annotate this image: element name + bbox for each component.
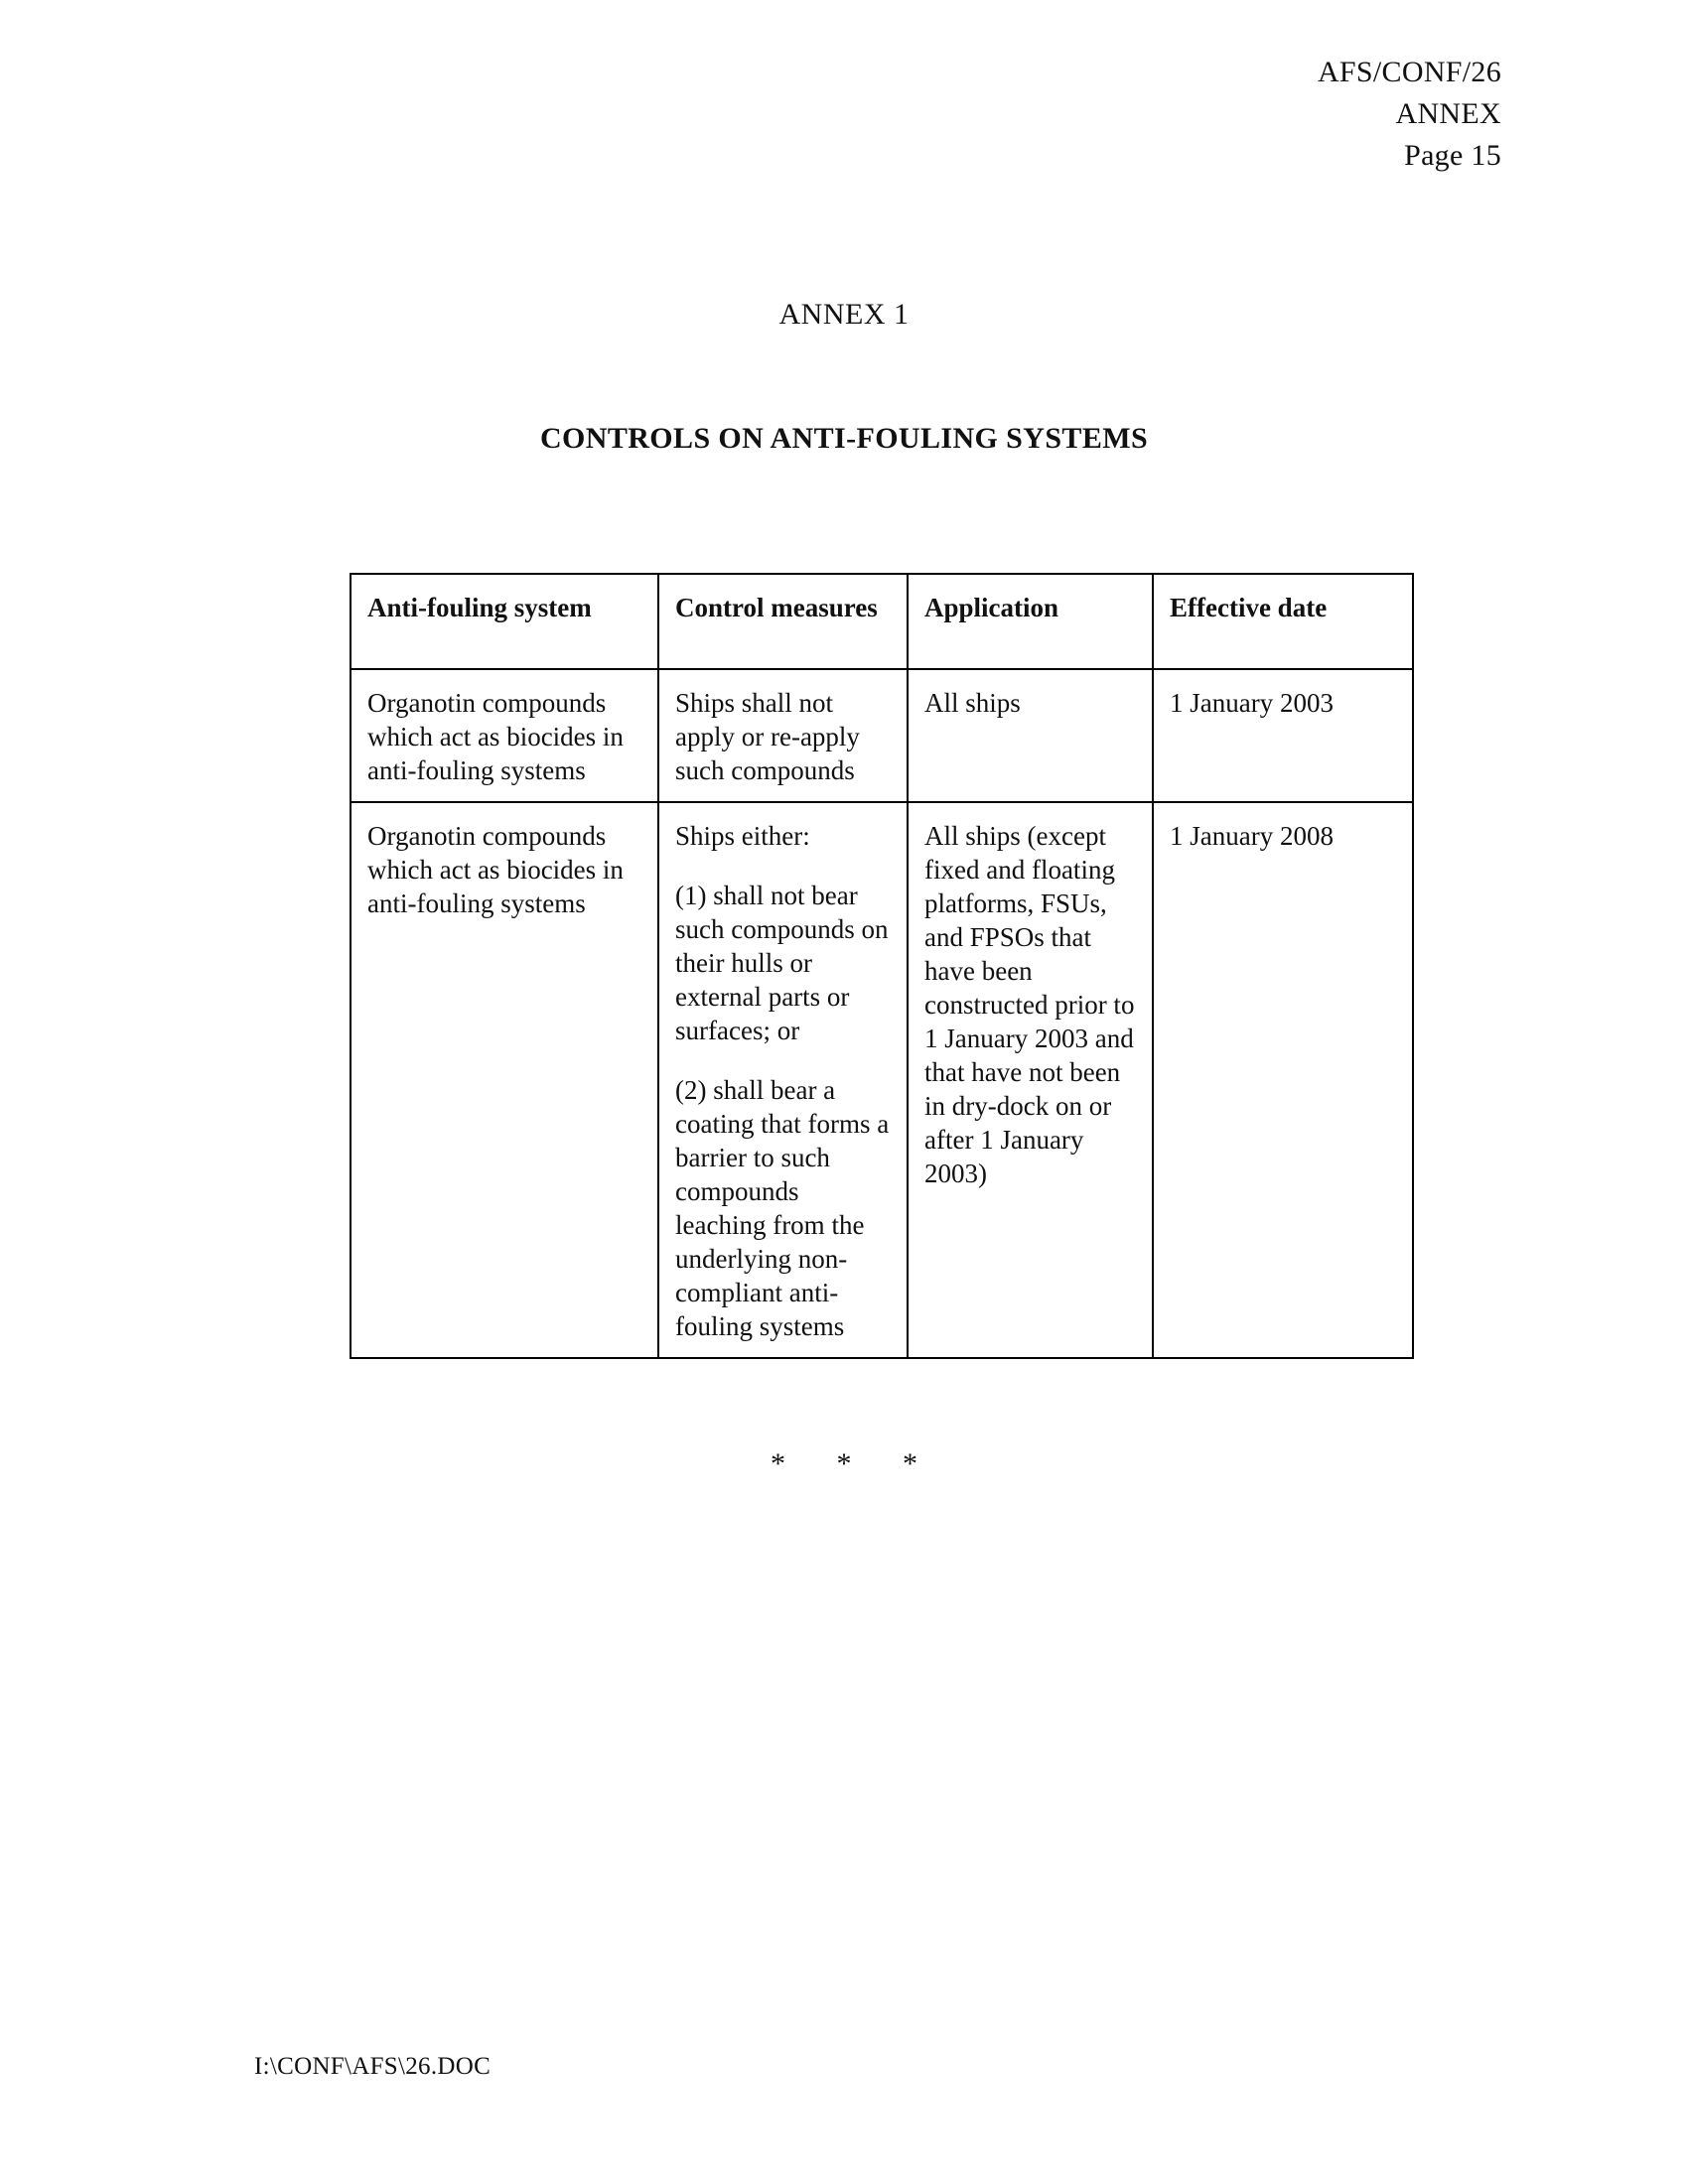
control-measure-paragraph: Ships shall not apply or re-apply such compounds <box>675 688 860 785</box>
table-row <box>351 669 1413 802</box>
cell-anti-fouling-system: Organotin compounds which act as biocides in anti-fouling systems <box>351 802 658 1358</box>
column-header-application: Application <box>908 574 1153 669</box>
column-header-anti-fouling-system: Anti-fouling system <box>351 574 658 669</box>
control-measure-intro: Ships either: <box>675 821 810 851</box>
controls-table-container <box>350 573 1412 1359</box>
column-header-effective-date: Effective date <box>1153 574 1413 669</box>
column-header-control-measures: Control measures <box>658 574 908 669</box>
control-measure-option-2: (2) shall bear a coating that forms a barrier to such compounds leaching from the underlying non-compliant anti-fouling systems <box>675 1075 890 1341</box>
table-row <box>351 802 1413 1358</box>
control-measure-option-1: (1) shall not bear such compounds on their hulls or external parts or surfaces; or <box>675 881 889 1045</box>
table-header-row <box>351 574 1413 669</box>
cell-effective-date: 1 January 2008 <box>1153 802 1413 1358</box>
annex-heading: ANNEX 1 <box>778 298 910 331</box>
cell-control-measures <box>658 802 908 1358</box>
table-body <box>351 669 1413 1358</box>
footer-file-path: I:\CONF\AFS\26.DOC <box>254 2053 492 2080</box>
header-annex-label: ANNEX <box>1395 97 1501 130</box>
cell-anti-fouling-system: Organotin compounds which act as biocides in anti-fouling systems <box>351 669 658 802</box>
cell-application: All ships (except fixed and floating platforms, FSUs, and FPSOs that have been constructed prior to 1 January 2003 and that have not been in dry-dock on or after 1 January 2003) <box>908 802 1153 1358</box>
cell-control-measures <box>658 669 908 802</box>
cell-application: All ships <box>908 669 1153 802</box>
header-page-number: Page 15 <box>1404 139 1501 172</box>
page-title: CONTROLS ON ANTI-FOULING SYSTEMS <box>539 422 1149 455</box>
controls-table <box>350 573 1414 1359</box>
document-header <box>1318 52 1501 177</box>
header-doc-symbol: AFS/CONF/26 <box>1317 56 1501 88</box>
table-header <box>351 574 1413 669</box>
cell-effective-date: 1 January 2003 <box>1153 669 1413 802</box>
section-separator: * * * <box>771 1447 939 1480</box>
